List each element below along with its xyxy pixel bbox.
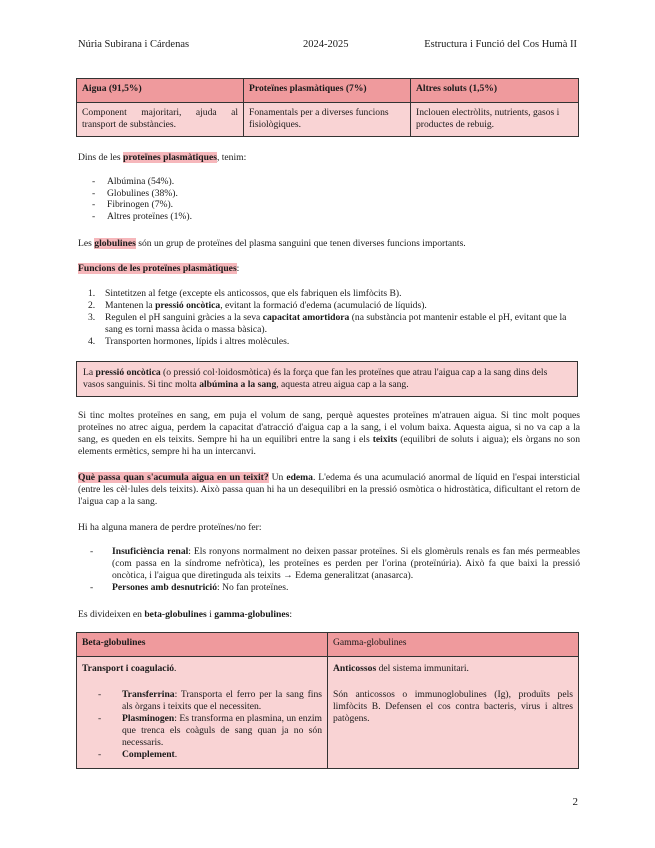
- globulines-paragraph: Les globulines són un grup de proteïnes del plasma sanguini que tenen diverses funcions importants.: [78, 238, 466, 249]
- list-item: 2. Mantenen la pressió oncòtica, evitant la formació d'edema (acumulació de líquids).: [88, 299, 427, 311]
- division-sentence: Es divideixen en beta-globulines i gamma-globulines:: [78, 609, 293, 620]
- list-item: - Globulines (38%).: [92, 187, 178, 199]
- proteins-intro: [78, 152, 246, 164]
- page-header: [78, 38, 577, 52]
- table-header: Gamma-globulines: [328, 633, 579, 657]
- functions-title: Funcions de les proteïnes plasmàtiques:: [78, 263, 240, 274]
- globulines-table: [76, 632, 579, 769]
- protein-list: [80, 176, 192, 222]
- list-item: - Fibrinogen (7%).: [92, 199, 174, 210]
- list-item: 3. Regulen el pH sanguini gràcies a la seva capacitat amortidora (na substància pot mantenir estable el pH, evitant que la sang es torni massa àcida o massa bàsica).: [88, 311, 567, 335]
- header-author: Núria Subirana i Cárdenas: [78, 39, 190, 50]
- gamma-text: Són anticossos o immunoglobulines (Ig), produïts pels limfòcits B. Defensen el cos contra bacteris, virus i altres patògens.: [333, 688, 573, 724]
- edema-paragraph: Què passa quan s'acumula aigua en un teixit? Un edema. L'edema és una acumulació anormal de líquid en l'espai intersticial (entre les cèl·lules dels teixits). Això passa quan hi ha un desequilibri en la pressió osmòtica o hidrostàtica, dificultant el retorn de l'aigua cap a la sang.: [78, 472, 581, 507]
- table-header: Aigua (91,5%): [77, 79, 244, 103]
- highlight-term: globulines: [94, 238, 136, 249]
- lose-proteins-list: [80, 546, 580, 594]
- list-item: - Persones amb desnutrició: No fan proteïnes.: [90, 581, 289, 593]
- plasma-composition-table: [76, 78, 579, 137]
- section-heading: Funcions de les proteïnes plasmàtiques: [78, 263, 237, 274]
- page-number: 2: [572, 796, 578, 809]
- list-item: - Complement.: [98, 748, 178, 760]
- header-year: 2024-2025: [303, 39, 349, 50]
- list-item: - Plasminogen: Es transforma en plasmina, un enzim que trenca els coàguls de sang quan ja no són necessaris.: [98, 712, 322, 748]
- list-item: 1. Sintetitzen al fetge (excepte els anticossos, que els fabriquen els limfòcits B).: [88, 288, 402, 299]
- text: , tenim:: [216, 152, 247, 163]
- highlight-question: Què passa quan s'acumula aigua en un teixit?: [78, 472, 269, 483]
- oncotic-pressure-box: La pressió oncòtica (o pressió col·loidosmòtica) és la força que fan les proteïnes que atrau l'aigua cap a la sang dins dels vasos sanguinis. Si tinc molta albúmina a la sang, aquesta atreu aigua cap a la sang.: [76, 361, 578, 397]
- beta-cell: [77, 657, 328, 769]
- gamma-intro: Anticossos del sistema immunitari.: [333, 663, 469, 674]
- text: Dins de les: [78, 152, 124, 163]
- table-cell: Component majoritari, ajuda al transport de substàncies.: [77, 103, 244, 137]
- table-header: Beta-globulines: [77, 633, 328, 657]
- highlight-term: proteïnes plasmàtiques: [123, 152, 217, 163]
- list-item: 4. Transporten hormones, lípids i altres molècules.: [88, 335, 290, 347]
- protein-volume-paragraph: Si tinc moltes proteïnes en sang, em puja el volum de sang, perquè aquestes proteïnes m'atrauen aigua. Si tinc molt poques proteïnes no atrec aigua, perdem la capacitat d'atracció d'aigua cap a la sang, i el volum baixa. Aquesta aigua, si no va cap a la sang, es queden en els teixits. Sempre hi ha un equilibri entre la sang i els teixits (equilibri de soluts i aigua); els òrgans no son elements ermètics, sempre hi ha un intercanvi.: [78, 410, 580, 457]
- list-item: - Insuficiència renal: Els ronyons normalment no deixen passar proteïnes. Si els glomèruls renals es fan més permeables (com passa en la síndrome nefròtica), les proteïnes es perden per l'orina (proteïnúria). Això fa que baixi la pressió oncòtica, i l'aigua que diretinguda als teixits → Edema generalitzat (anasarca).: [90, 546, 580, 581]
- list-item: - Altres proteïnes (1%).: [92, 210, 192, 222]
- functions-list: [78, 288, 578, 348]
- table-cell: Fonamentals per a diverses funcions fisiològiques.: [244, 103, 411, 137]
- table-header: Altres soluts (1,5%): [411, 79, 579, 103]
- list-item: - Albúmina (54%).: [92, 176, 175, 187]
- list-item: - Transferrina: Transporta el ferro per la sang fins als òrgans i teixits que el necessiten.: [98, 688, 322, 712]
- beta-intro: Transport i coagulació.: [82, 663, 177, 674]
- gamma-cell: [328, 657, 579, 769]
- table-header: Proteïnes plasmàtiques (7%): [244, 79, 411, 103]
- header-course: Estructura i Funció del Cos Humà II: [424, 39, 577, 50]
- table-cell: Inclouen electròlits, nutrients, gasos i productes de rebuig.: [411, 103, 579, 137]
- lose-proteins-text: Hi ha alguna manera de perdre proteïnes/no fer:: [78, 522, 262, 533]
